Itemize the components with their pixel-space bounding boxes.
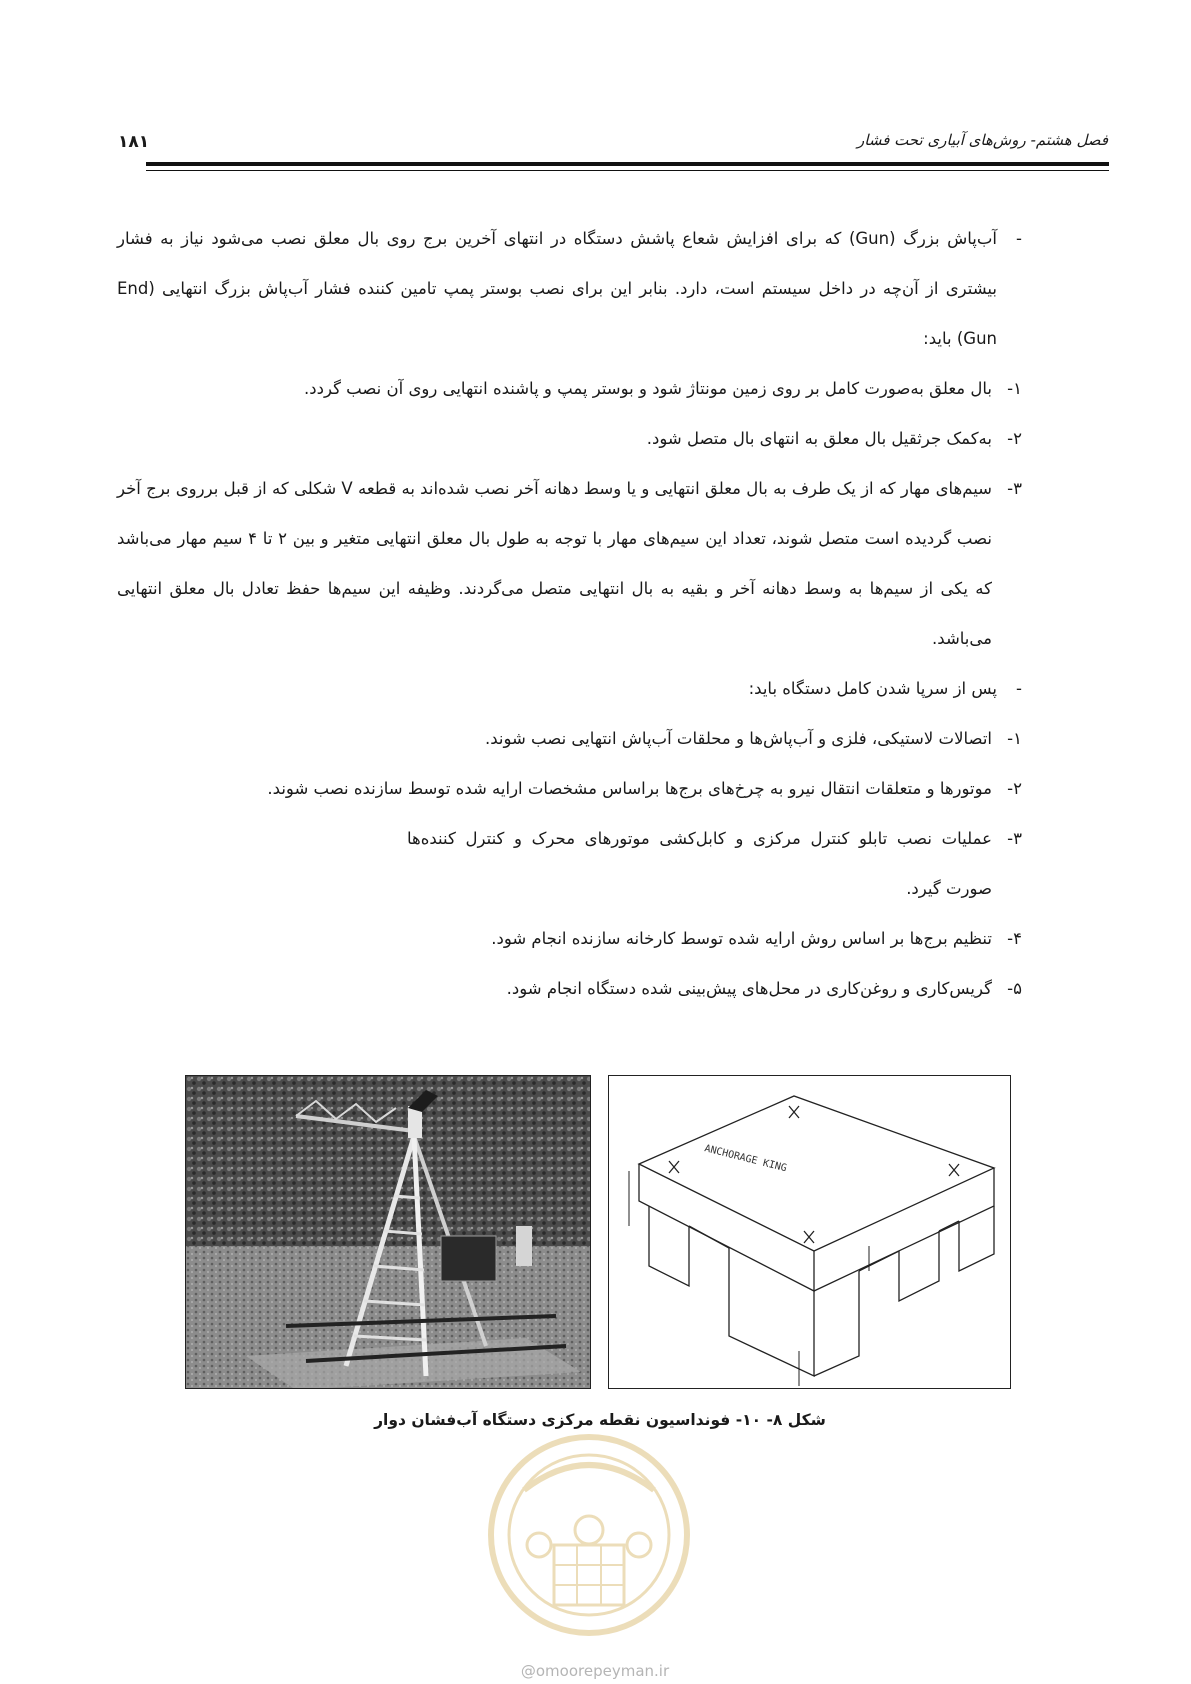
paragraph-text: به‌کمک جرثقیل بال معلق به انتهای بال متصل شود. (646, 429, 992, 448)
list-marker: ۲- (1007, 779, 1022, 798)
header-rule-thin (146, 170, 1109, 171)
watermark-text: @omoorepeyman.ir (520, 1662, 670, 1680)
list-item (117, 964, 1022, 1014)
page-number: ۱۸۱ (118, 132, 150, 152)
list-marker: ۳- (1007, 829, 1022, 848)
anchorage-label: ANCHORAGE KING (703, 1143, 788, 1175)
paragraph-text: موتورها و متعلقات انتقال نیرو به چرخ‌های برج‌ها براساس مشخصات ارایه شده توسط سازنده نصب شوند. (267, 779, 992, 798)
list-marker: ۵- (1007, 979, 1022, 998)
list-marker: - (1016, 229, 1022, 248)
anchorage-drawing (608, 1075, 1011, 1389)
watermark-seal-icon (484, 1430, 694, 1640)
pivot-photo (185, 1075, 591, 1389)
paragraph-text: آب‌پاش بزرگ (Gun) که برای افزایش شعاع پاشش دستگاه در انتهای آخرین برج روی بال معلق نصب می‌شود نیاز به فشار بیشتری از آن‌چه در داخل سیستم است، دارد. بنابر این برای نصب بوستر پمپ تامین کننده فشار آب‌پاش بزرگ انتهایی (End Gun) باید: (117, 229, 997, 348)
figure-caption: شکل ۸- ۱۰- فونداسیون نقطه مرکزی دستگاه آب‌فشان دوار (374, 1411, 826, 1429)
paragraph-text: عملیات نصب تابلو کنترل مرکزی و کابل‌کشی موتورهای محرک و کنترل کننده‌ها صورت گیرد. (407, 829, 992, 898)
paragraph-text: گریس‌کاری و روغن‌کاری در محل‌های پیش‌بینی شده دستگاه انجام شود. (506, 979, 992, 998)
watermark-seal (484, 1430, 694, 1640)
list-item (117, 764, 1022, 814)
list-marker: ۳- (1007, 479, 1022, 498)
list-item (117, 464, 1022, 664)
bullet-paragraph (117, 214, 1022, 364)
list-marker: ۱- (1007, 379, 1022, 398)
running-header: فصل هشتم- روش‌های آبیاری تحت فشار (857, 131, 1108, 149)
list-item (407, 814, 1022, 914)
list-marker: ۴- (1007, 929, 1022, 948)
header-rule-thick (146, 162, 1109, 166)
list-item (117, 364, 1022, 414)
paragraph-text: تنظیم برج‌ها بر اساس روش ارایه شده توسط کارخانه سازنده انجام شود. (491, 929, 992, 948)
list-item (117, 414, 1022, 464)
paragraph-text: سیم‌های مهار که از یک طرف به بال معلق انتهایی و یا وسط دهانه آخر نصب شده‌اند به قطعه V شکلی که از قبل برروی برج آخر نصب گردیده است متصل شوند، تعداد این سیم‌های مهار با توجه به طول بال معلق انتهایی متغیر و بین ۲ تا ۴ سیم مهار می‌باشد که یکی از سیم‌ها به وسط دهانه آخر و بقیه به بال انتهایی متصل می‌گردند. وظیفه این سیم‌ها حفظ تعادل بال معلق انتهایی می‌باشد. (117, 479, 993, 648)
list-marker: ۱- (1007, 729, 1022, 748)
body-text (117, 214, 1022, 1014)
paragraph-text: بال معلق به‌صورت کامل بر روی زمین مونتاژ شود و بوستر پمپ و پاشنده انتهایی روی آن نصب گردد. (304, 379, 992, 398)
list-item (117, 914, 1022, 964)
bullet-paragraph (117, 664, 1022, 714)
anchorage-block-drawing (609, 1076, 1011, 1389)
paragraph-text: اتصالات لاستیکی، فلزی و آب‌پاش‌ها و محلقات آب‌پاش انتهایی نصب شوند. (484, 729, 992, 748)
list-item (117, 714, 1022, 764)
paragraph-text: پس از سرپا شدن کامل دستگاه باید: (748, 679, 997, 698)
pivot-photo-drawing (186, 1076, 591, 1389)
list-marker: ۲- (1007, 429, 1022, 448)
list-marker: - (1016, 679, 1022, 698)
